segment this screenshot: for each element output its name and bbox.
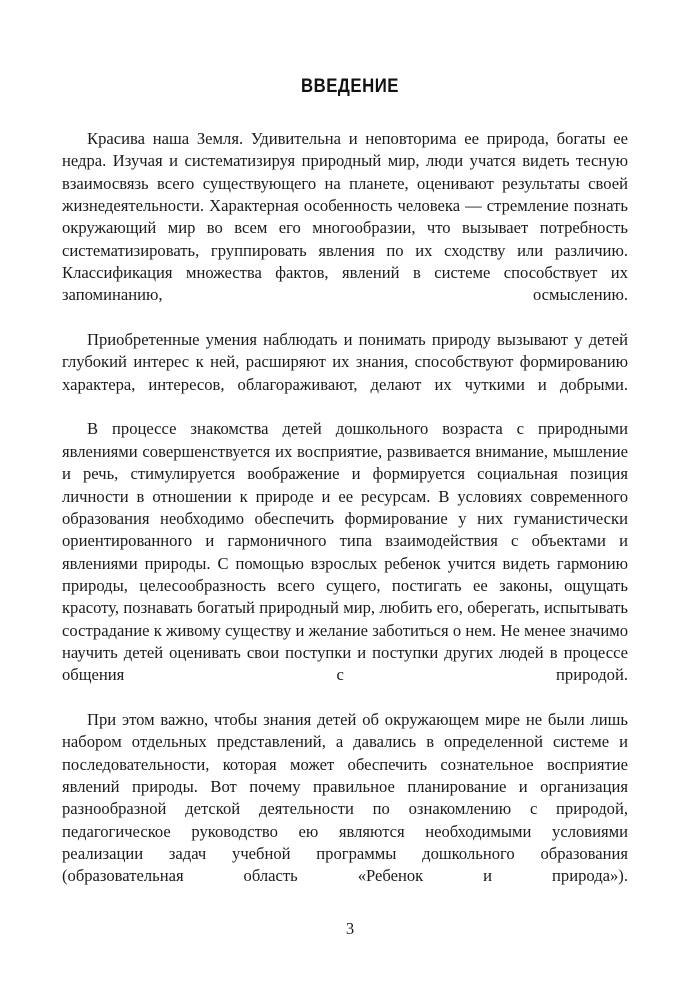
paragraph: Приобретенные умения наблюдать и понимать природу вызывают у детей глубокий интерес к ней, расширяют их знания, способствуют формированию характера, интересов, облагораживают, делают их чуткими и добрыми. [62,330,628,394]
paragraph: При этом важно, чтобы знания детей об окружающем мире не были лишь набором отдельных представлений, а давались в определенной системе и последовательности, которая может обеспечить сознательное восприятие явлений природы. Вот почему правильное планирование и организация разнообразной детской деятельности по ознакомлению с природой, педагогическое руководство ею являются необходимыми условиями реализации задач учебной программы дошкольного образования (образовательная область «Ребенок и природа»). [62,709,628,886]
body-text-block [62,128,628,910]
page-number: 3 [345,919,355,938]
paragraph: В процессе знакомства детей дошкольного возраста с природными явлениями совершенствуется их восприятие, развивается внимание, мышление и речь, стимулируется воображение и формируется социальная позиция личности в отношении к природе и ее ресурсам. В условиях современного образования необходимо обеспечить формирование у них гуманистически ориентированного и гармоничного типа взаимодействия с объектами и явлениями природы. С помощью взрослых ребенок учится видеть гармонию природы, целесообразность всего сущего, постигать ее законы, ощущать красоту, познавать богатый природный мир, любить его, оберегать, испытывать сострадание к живому существу и желание заботиться о нем. Не менее значимо научить детей оценивать свои поступки и поступки других людей в процессе общения с природой. [62,419,628,685]
page-title: ВВЕДЕНИЕ [300,75,400,98]
paragraph: Красива наша Земля. Удивительна и неповторима ее природа, богаты ее недра. Изучая и систематизируя природный мир, люди учатся видеть тесную взаимосвязь всего существующего на планете, оценивают результаты своей жизнедеятельности. Характерная особенность человека — стремление познать окружающий мир во всем его многообразии, что вызывает потребность систематизировать, группировать явления по их сходству или различию. Классификация множества фактов, явлений в системе способствует их запоминанию, осмыслению. [62,129,628,305]
